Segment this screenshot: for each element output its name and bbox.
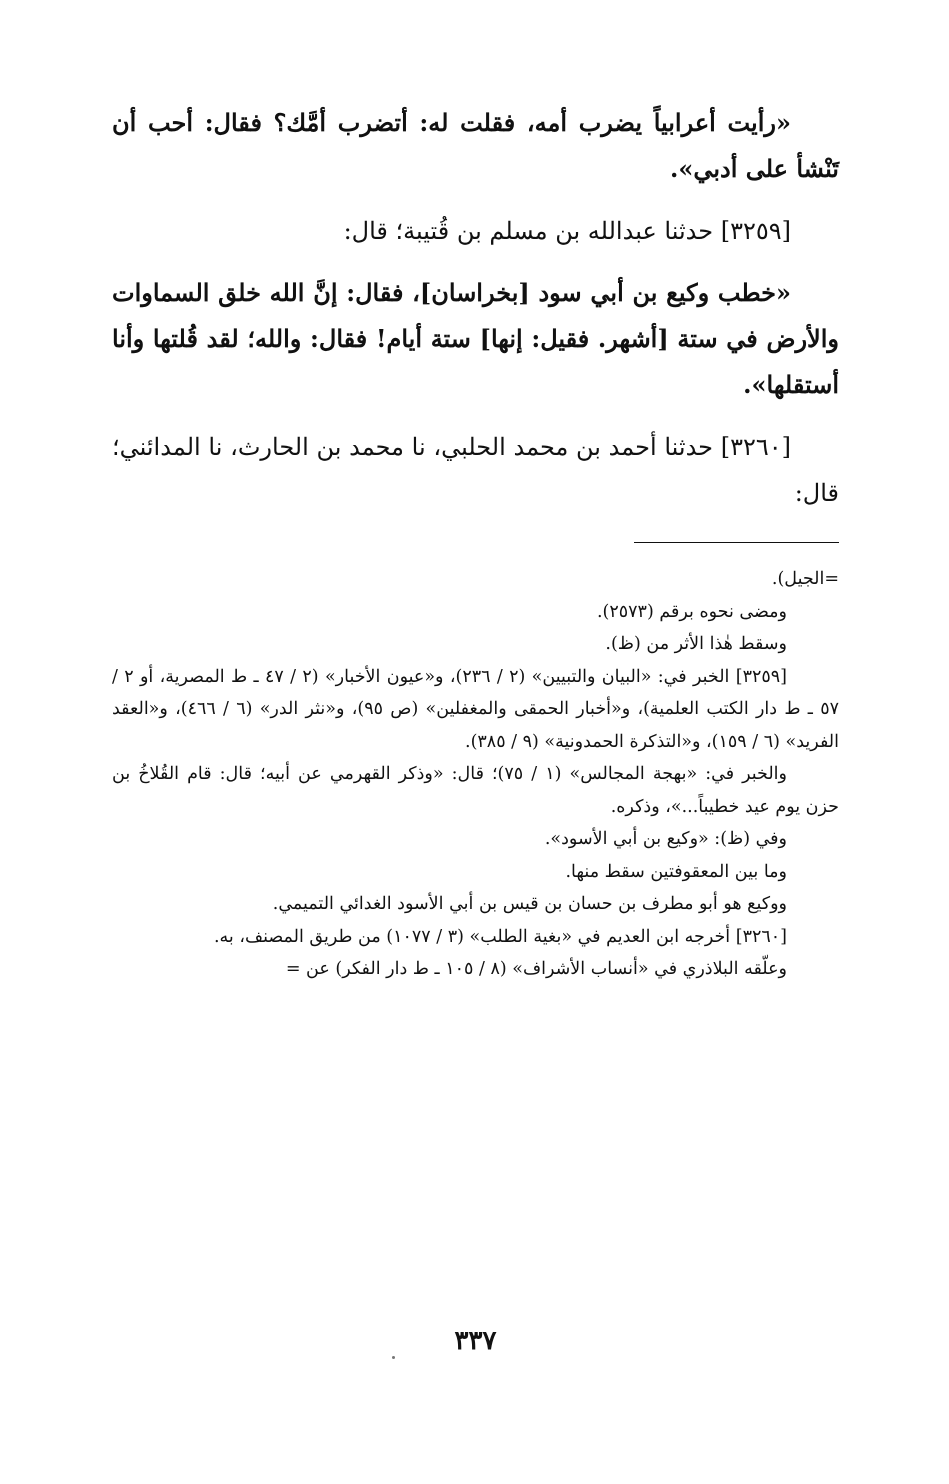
footnote-3259: [٣٢٥٩] الخبر في: «البيان والتبيين» (٢ / ٢٣٦)، و«عيون الأخبار» (٢ / ٤٧ ـ ط المصرية، أو ٢ / ٥٧ ـ ط دار الكتب العلمية)، و«أخبار الحمقى والمغفلين» (ص ٩٥)، و«نثر الدر» (٦ / ٤٦٦)، و«العقد الفريد» (٦ / ١٥٩)، و«التذكرة الحمدونية» (٩ / ٣٨٥). bbox=[112, 666, 839, 752]
footnote-line: وسقط هٰذا الأثر من (ظ). bbox=[605, 634, 787, 654]
quote-paragraph-1: «رأيت أعرابياً يضرب أمه، فقلت له: أتضرب أمَّك؟ فقال: أحب أن تَنْشأ على أدبي». bbox=[112, 108, 839, 183]
footnote-line: والخبر في: «بهجة المجالس» (١ / ٧٥)؛ قال: «وذكر القهرمي عن أبيه؛ قال: قام القُلاخُ بن حزن يوم عيد خطيباً...»، وذكره. bbox=[112, 764, 839, 817]
isnad-3260: [٣٢٦٠] حدثنا أحمد بن محمد الحلبي، نا محمد بن الحارث، نا المدائني؛ قال: bbox=[112, 433, 839, 507]
page-number: ٣٣٧ bbox=[454, 1326, 497, 1356]
footnote-line: ووكيع هو أبو مطرف بن حسان بن قيس بن أبي الأسود الغدائي التميمي. bbox=[272, 894, 787, 914]
footnote-line: =الجيل). bbox=[771, 569, 839, 589]
footnote-line: وما بين المعقوفتين سقط منها. bbox=[565, 861, 787, 882]
book-page bbox=[112, 100, 839, 1460]
main-text bbox=[112, 100, 839, 516]
footnote-line: ومضى نحوه برقم (٢٥٧٣). bbox=[596, 601, 787, 622]
quote-paragraph-2: «خطب وكيع بن أبي سود [بخراسان]، فقال: إنَّ الله خلق السماوات والأرض في ستة [أشهر. فقيل: إنها] ستة أيام! فقال: والله؛ لقد قُلتها وأنا أستقلها». bbox=[112, 278, 839, 399]
footnote-3260: [٣٢٦٠] أخرجه ابن العديم في «بغية الطلب» (٣ / ١٠٧٧) من طريق المصنف، به. bbox=[213, 926, 787, 947]
footnote-line: وفي (ظ): «وكيع بن أبي الأسود». bbox=[544, 829, 787, 849]
footnotes bbox=[112, 563, 839, 986]
footnote-separator bbox=[634, 542, 839, 543]
scan-dot bbox=[392, 1356, 395, 1359]
footnote-line: وعلّقه البلاذري في «أنساب الأشراف» (٨ / ١٠٥ ـ ط دار الفكر) عن = bbox=[285, 959, 787, 979]
isnad-3259: [٣٢٥٩] حدثنا عبدالله بن مسلم بن قُتيبة؛ قال: bbox=[343, 217, 791, 245]
